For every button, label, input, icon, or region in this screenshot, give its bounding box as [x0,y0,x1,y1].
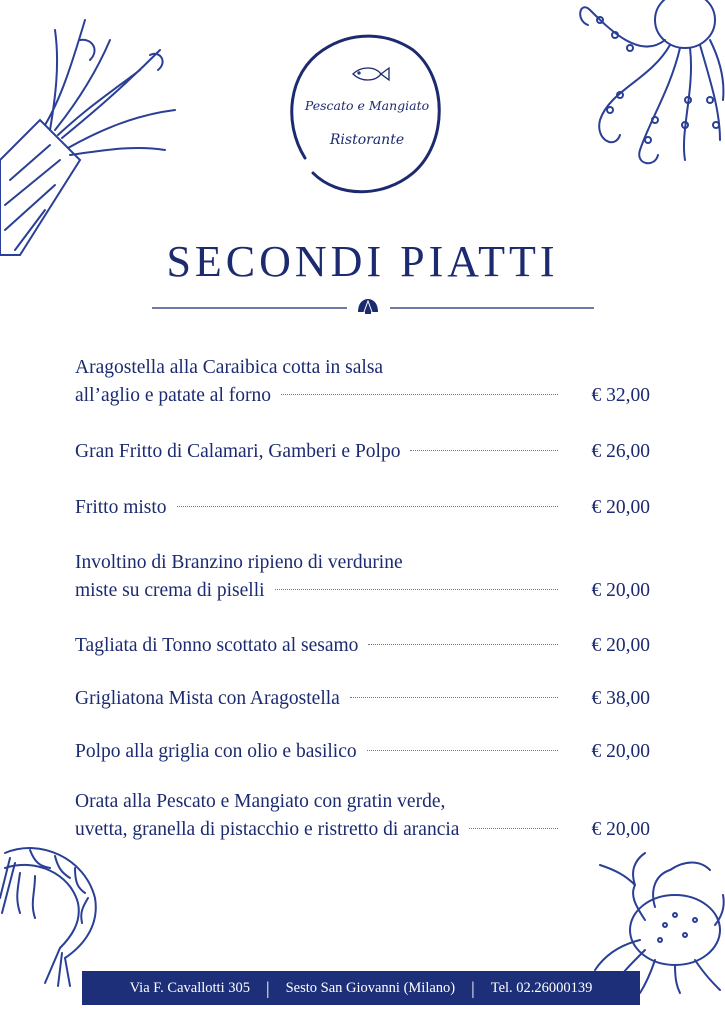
dot-leader [275,589,558,590]
menu-item: Orata alla Pescato e Mangiato con gratin verde, uvetta, granella di pistacchio e ristretto di arancia € 20,00 [75,788,650,844]
dish-price: € 20,00 [591,819,650,840]
footer-phone[interactable]: Tel. 02.26000139 [490,979,593,996]
dot-leader [177,506,558,507]
menu-item [75,632,650,660]
menu-item: Aragostella alla Caraibica cotta in salsa all’aglio e patate al forno € 32,00 [75,354,650,410]
dish-price: € 26,00 [591,441,650,462]
footer-city: Sesto San Giovanni (Milano) [285,979,456,996]
dot-leader [367,750,558,751]
dot-leader [410,450,558,451]
dish-name: miste su crema di piselli [75,580,265,601]
dish-name: uvetta, granella di pistacchio e ristretto di arancia [75,819,460,840]
dot-leader [368,644,558,645]
shell-icon [358,299,378,314]
dish-name: all’aglio e patate al forno [75,385,271,406]
dish-name: Tagliata di Tonno scottato al sesamo [75,635,359,656]
dish-price: € 20,00 [591,741,650,762]
footer-bar [82,971,640,1005]
restaurant-subtitle: Ristorante [329,132,405,148]
menu-item [75,685,650,713]
dish-price: € 20,00 [591,635,650,656]
dot-leader [469,828,558,829]
menu-item [75,438,650,466]
menu-item: Involtino di Branzino ripieno di verdurine miste su crema di piselli € 20,00 [75,549,650,605]
dish-name: Grigliatona Mista con Aragostella [75,688,340,709]
menu-item [75,494,650,522]
restaurant-logo [283,28,451,196]
dot-leader [350,697,558,698]
squid-illustration [0,10,180,260]
footer-separator: | [265,977,270,998]
octopus-illustration [570,0,725,175]
restaurant-name: Pescato e Mangiato [304,98,430,113]
footer-separator: | [471,977,475,998]
dish-name: Polpo alla griglia con olio e basilico [75,741,357,762]
dish-price: € 32,00 [591,385,650,406]
dish-name: Fritto misto [75,497,167,518]
dish-price: € 20,00 [591,580,650,601]
dish-price: € 20,00 [591,497,650,518]
dot-leader [281,394,558,395]
menu-item [75,738,650,766]
shrimp-illustration [0,838,110,988]
footer-address: Via F. Cavallotti 305 [129,979,250,996]
page-title: SECONDI PIATTI [166,237,559,286]
title-divider [152,296,594,316]
dish-name: Gran Fritto di Calamari, Gamberi e Polpo [75,441,401,462]
fish-icon [353,68,389,80]
dish-price: € 38,00 [591,688,650,709]
